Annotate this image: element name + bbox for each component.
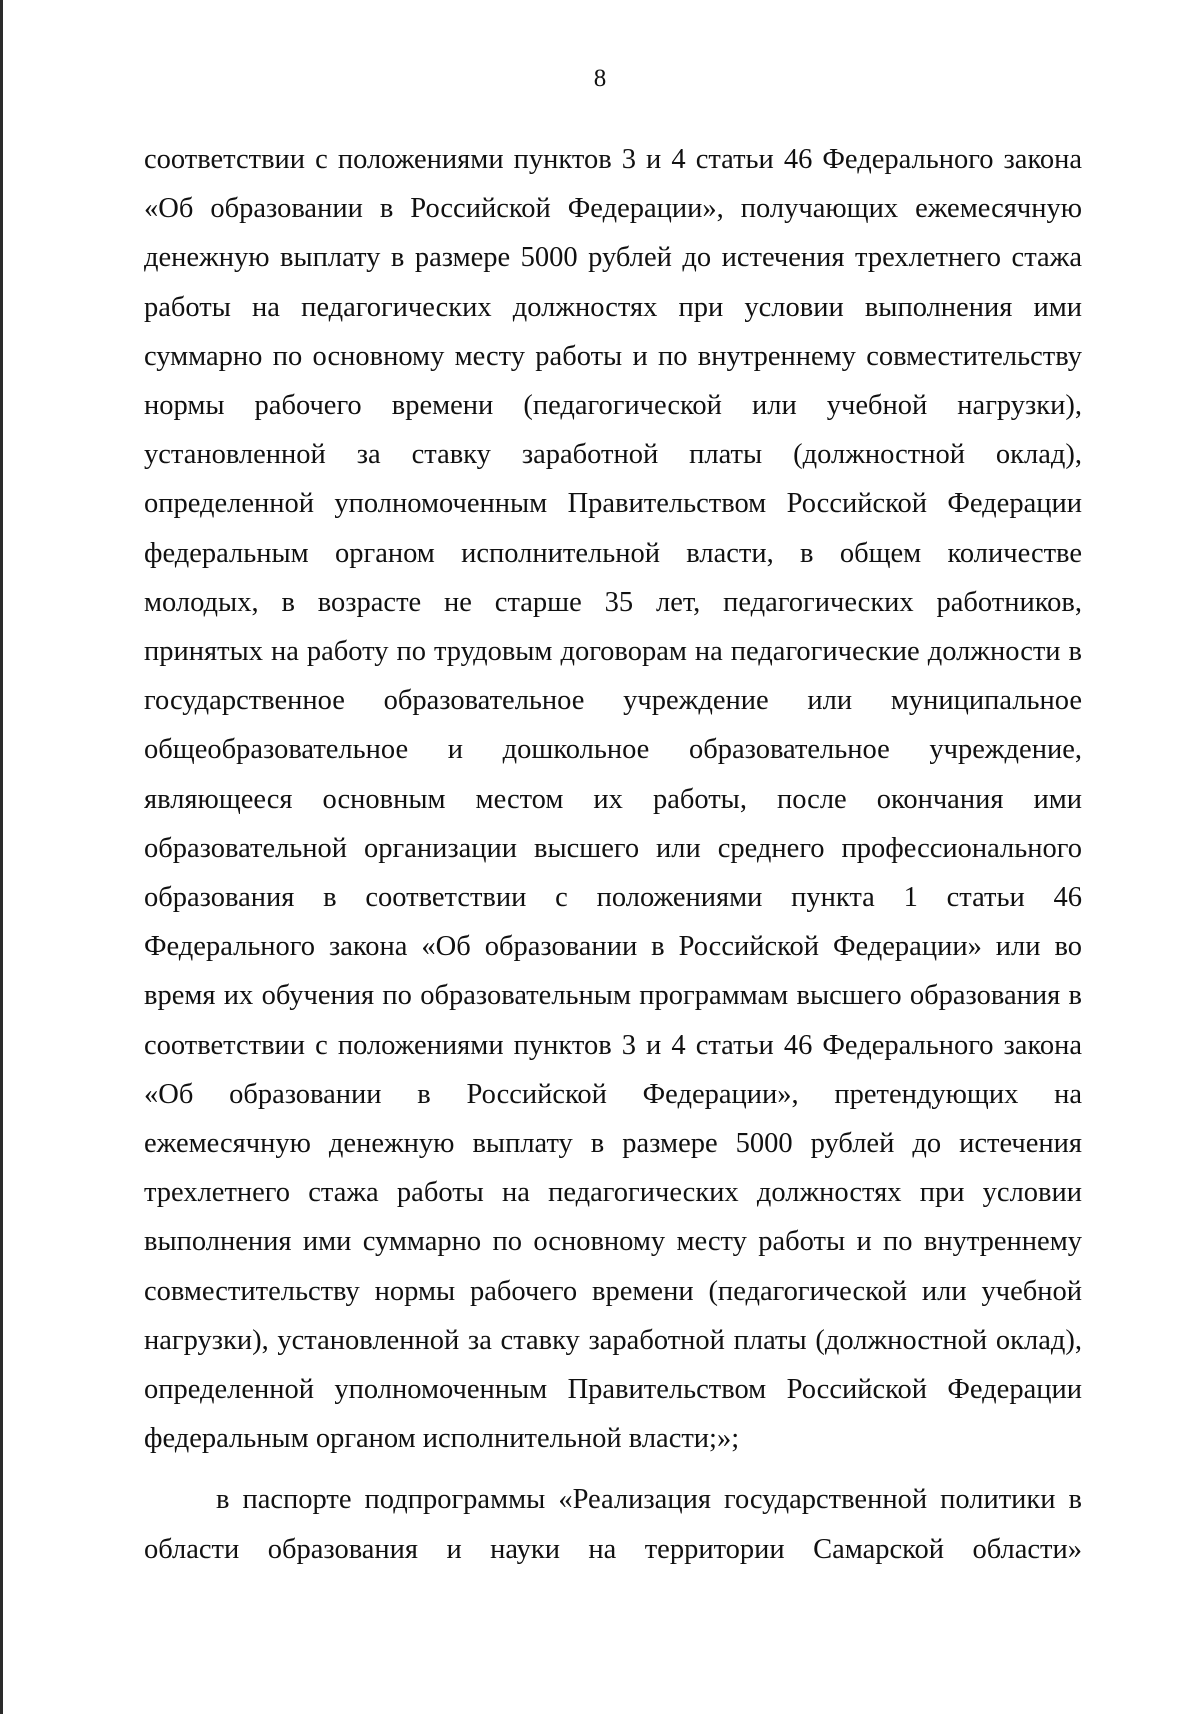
- text-line: федеральным органом исполнительной власти, в общем количестве: [144, 537, 1082, 569]
- text-line: суммарно по основному месту работы и по внутреннему совместительству: [144, 340, 1082, 372]
- text-line: нагрузки), установленной за ставку заработной платы (должностной оклад),: [144, 1324, 1082, 1356]
- text-line: совместительству нормы рабочего времени (педагогической или учебной: [144, 1275, 1082, 1307]
- text-line: время их обучения по образовательным программам высшего образования в: [144, 980, 1082, 1012]
- text-line: определенной уполномоченным Правительством Российской Федерации: [144, 488, 1082, 520]
- text-line: федеральным органом исполнительной власти;»;: [144, 1423, 740, 1455]
- text-line: являющееся основным местом их работы, после окончания ими: [144, 783, 1082, 815]
- paragraph-2-line: в паспорте подпрограммы «Реализация государственной политики в: [216, 1484, 1082, 1516]
- text-line: нормы рабочего времени (педагогической или учебной нагрузки),: [144, 390, 1082, 422]
- text-line: установленной за ставку заработной платы (должностной оклад),: [144, 439, 1082, 471]
- text-line: определенной уполномоченным Правительством Российской Федерации: [144, 1374, 1082, 1406]
- text-line: «Об образовании в Российской Федерации», претендующих на: [144, 1078, 1082, 1110]
- text-line: трехлетнего стажа работы на педагогических должностях при условии: [144, 1177, 1082, 1209]
- text-line: ежемесячную денежную выплату в размере 5000 рублей до истечения: [144, 1128, 1082, 1160]
- text-line: работы на педагогических должностях при условии выполнения ими: [144, 291, 1082, 323]
- scan-edge: [0, 0, 3, 1714]
- paragraph-2-line: области образования и науки на территории Самарской области»: [144, 1533, 1082, 1565]
- text-line: образовательной организации высшего или среднего профессионального: [144, 832, 1082, 864]
- text-line: Федерального закона «Об образовании в Российской Федерации» или во: [144, 931, 1082, 963]
- document-body: [144, 135, 1082, 1574]
- text-line: «Об образовании в Российской Федерации», получающих ежемесячную: [144, 193, 1082, 225]
- text-line: соответствии с положениями пунктов 3 и 4 статьи 46 Федерального закона: [144, 144, 1082, 175]
- text-line: выполнения ими суммарно по основному месту работы и по внутреннему: [144, 1226, 1082, 1258]
- text-line: образования в соответствии с положениями пункта 1 статьи 46: [144, 882, 1082, 914]
- page-number: 8: [593, 65, 607, 92]
- text-line: государственное образовательное учреждение или муниципальное: [144, 685, 1082, 717]
- text-line: молодых, в возрасте не старше 35 лет, педагогических работников,: [144, 586, 1082, 618]
- text-line: денежную выплату в размере 5000 рублей до истечения трехлетнего стажа: [144, 242, 1082, 274]
- text-line: принятых на работу по трудовым договорам на педагогические должности в: [144, 636, 1082, 668]
- text-line: общеобразовательное и дошкольное образовательное учреждение,: [144, 734, 1082, 766]
- text-line: соответствии с положениями пунктов 3 и 4 статьи 46 Федерального закона: [144, 1029, 1082, 1061]
